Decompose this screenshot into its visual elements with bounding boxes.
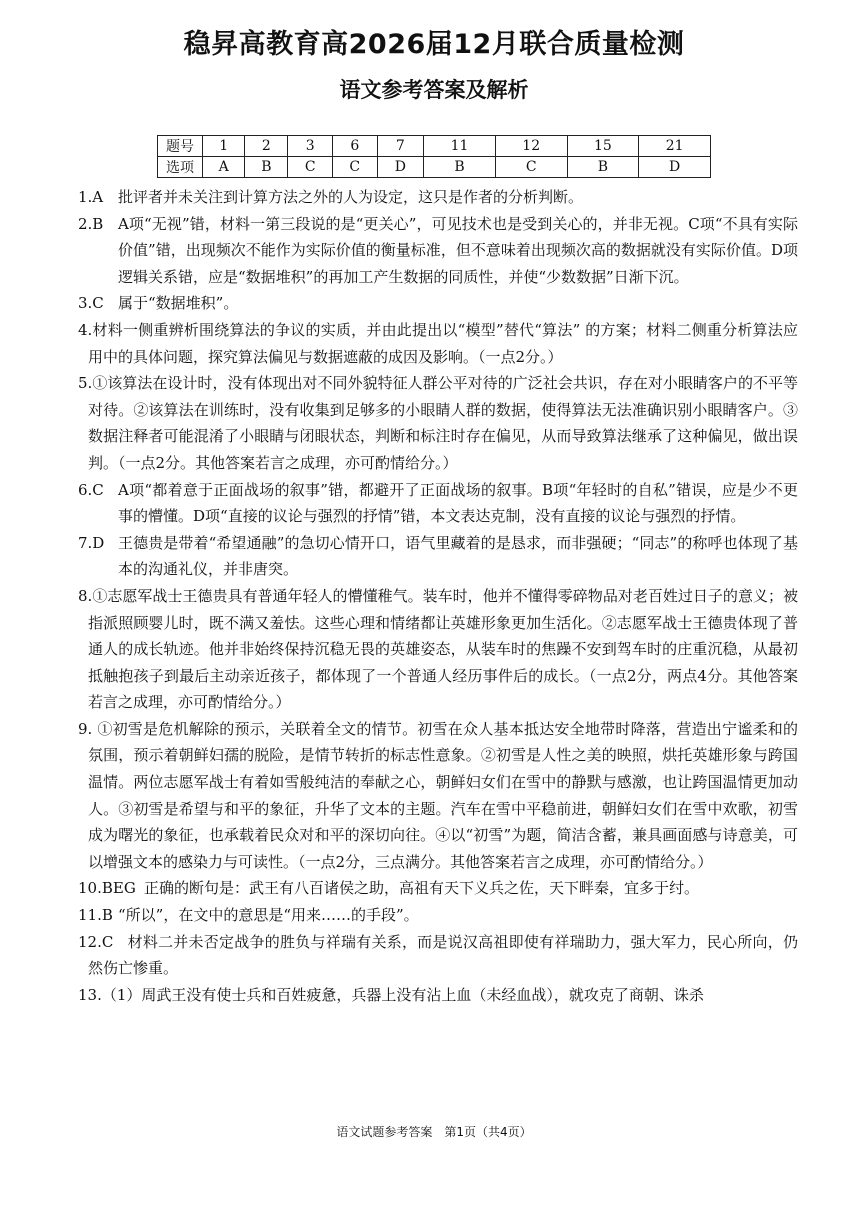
- answer-item-2: [78, 211, 798, 291]
- answer-item-text: 材料一侧重辨析围绕算法的争议的实质，并由此提出以“模型”替代“算法” 的方案；材料二侧重分析算法应用中的具体问题，探究算法偏见与数据遮蔽的成因及影响。（一点2分。）: [88, 320, 798, 366]
- page-title: 稳昇高教育高2026届12月联合质量检测: [183, 29, 685, 60]
- table-cell-option: D: [639, 157, 711, 178]
- answer-explanations: [78, 184, 798, 1008]
- table-cell-option: B: [424, 157, 496, 178]
- answer-item-12: [78, 929, 798, 982]
- answer-item-text: 正确的断句是：武王有八百诸侯之助，高祖有天下义兵之佐，天下畔秦，宜多于纣。: [144, 879, 700, 898]
- answer-item-1: [78, 184, 798, 211]
- page-subtitle: 语文参考答案及解析: [339, 78, 529, 102]
- answer-item-13: [78, 982, 798, 1009]
- answer-item-text: 王德贵是带着“希望通融”的急切心情开口，语气里藏着的是恳求，而非强硬；“同志”的称呼也体现了基本的沟通礼仪，并非唐突。: [118, 533, 798, 579]
- table-cell-number: 6: [332, 136, 377, 157]
- answer-item-label: 3.C: [78, 294, 104, 313]
- answer-item-text: ①志愿军战士王德贵具有普通年轻人的懵懂稚气。装车时，他并不懂得零碎物品对老百姓过日子的意义；被指派照顾婴儿时，既不满又羞怯。这些心理和情绪都让英雄形象更加生活化。②志愿军战士王德贵体现了普通人的成长轨迹。他并非始终保持沉稳无畏的英雄姿态，从装车时的焦躁不安到驾车时的庄重沉稳，从最初抵触抱孩子到最后主动亲近孩子，都体现了一个普通人经历事件后的成长。（一点2分，两点4分。其他答案若言之成理，亦可酌情给分。）: [88, 586, 798, 712]
- table-cell-option: B: [567, 157, 639, 178]
- table-cell-option: C: [332, 157, 377, 178]
- table-cell-number: 3: [288, 136, 333, 157]
- answer-item-text: A项“都着意于正面战场的叙事”错，都避开了正面战场的叙事。B项“年轻时的自私”错误，应是少不更事的懵懂。D项“直接的议论与强烈的抒情”错，本文表达克制，没有直接的议论与强烈的抒情。: [118, 480, 798, 526]
- table-cell-option: C: [288, 157, 333, 178]
- answer-item-10: [78, 875, 798, 902]
- answer-item-text: “所以”，在文中的意思是“用来……的手段”。: [118, 906, 419, 925]
- table-row-numbers: [158, 136, 711, 157]
- answer-item-label: 13.: [78, 985, 102, 1004]
- table-header-option: 选项: [158, 157, 203, 178]
- page-footer: 语文试题参考答案 第1页（共4页）: [336, 1125, 532, 1139]
- answer-item-11: [78, 902, 798, 929]
- answer-item-label: 2.B: [78, 214, 104, 233]
- answer-table: [157, 135, 711, 178]
- answer-item-label: 1.A: [78, 188, 104, 206]
- answer-item-label: 9.: [78, 719, 98, 738]
- table-cell-number: 15: [567, 136, 639, 157]
- answer-item-7: [78, 530, 798, 583]
- answer-item-text: ①该算法在设计时，没有体现出对不同外貌特征人群公平对待的广泛社会共识，存在对小眼睛客户的不平等对待。②该算法在训练时，没有收集到足够多的小眼睛人群的数据，使得算法无法准确识别小眼睛客户。③数据注释者可能混淆了小眼睛与闭眼状态，判断和标注时存在偏见，从而导致算法继承了这种偏见，做出误判。（一点2分。其他答案若言之成理，亦可酌情给分。）: [88, 374, 798, 472]
- answer-item-label: 6.C: [78, 480, 104, 499]
- answer-item-label: 10.BEG: [78, 879, 136, 898]
- answer-item-text: A项“无视”错，材料一第三段说的是“更关心”，可见技术也是受到关心的，并非无视。C项“不具有实际价值”错，出现频次不能作为实际价值的衡量标准，但不意味着出现频次高的数据就没有实际价值。D项逻辑关系错，应是“数据堆积”的再加工产生数据的同质性，并使“少数数据”日渐下沉。: [118, 214, 798, 286]
- answer-item-text: 材料二并未否定战争的胜负与祥瑞有关系，而是说汉高祖即使有祥瑞助力，强大军力，民心所向，仍然伤亡惨重。: [88, 932, 798, 978]
- table-header-number: 题号: [158, 136, 203, 157]
- table-cell-option: D: [377, 157, 424, 178]
- answer-item-label: 7.D: [78, 533, 105, 552]
- answer-item-3: [78, 290, 798, 317]
- table-cell-number: 2: [245, 136, 288, 157]
- answer-item-label: 11.B: [78, 906, 113, 925]
- answer-item-text: 属于“数据堆积”。: [118, 294, 239, 313]
- answer-item-text: （1）周武王没有使士兵和百姓疲惫，兵器上没有沾上血（未经血战），就攻克了商朝、诛杀: [101, 985, 704, 1004]
- answer-item-9: [78, 716, 798, 876]
- answer-item-text: 批评者并未关注到计算方法之外的人为设定，这只是作者的分析判断。: [118, 188, 584, 206]
- answer-item-8: [78, 583, 798, 716]
- answer-item-6: [78, 477, 798, 530]
- table-cell-number: 21: [639, 136, 711, 157]
- table-cell-option: A: [203, 157, 245, 178]
- answer-item-label: 8.: [78, 586, 93, 605]
- table-cell-option: B: [245, 157, 288, 178]
- answer-item-5: [78, 370, 798, 476]
- table-cell-number: 7: [377, 136, 424, 157]
- table-cell-number: 1: [203, 136, 245, 157]
- answer-item-label: 5.: [78, 374, 93, 393]
- table-cell-number: 12: [495, 136, 567, 157]
- answer-item-label: 12.C: [78, 932, 114, 951]
- answer-item-4: [78, 317, 798, 370]
- answer-item-label: 4.: [78, 320, 93, 339]
- answer-item-text: ①初雪是危机解除的预示，关联着全文的情节。初雪在众人基本抵达安全地带时降落，营造出宁谧柔和的氛围，预示着朝鲜妇孺的脱险，是情节转折的标志性意象。②初雪是人性之美的映照，烘托英雄形象与跨国温情。两位志愿军战士有着如雪般纯洁的奉献之心，朝鲜妇女们在雪中的静默与感激，也让跨国温情更加动人。③初雪是希望与和平的象征，升华了文本的主题。汽车在雪中平稳前进，朝鲜妇女们在雪中欢歌，初雪成为曙光的象征，也承载着民众对和平的深切向往。④以“初雪”为题，简洁含蓄，兼具画面感与诗意美，可以增强文本的感染力与可读性。（一点2分，三点满分。其他答案若言之成理，亦可酌情给分。）: [88, 719, 798, 871]
- table-cell-number: 11: [424, 136, 496, 157]
- table-row-options: [158, 157, 711, 178]
- table-cell-option: C: [495, 157, 567, 178]
